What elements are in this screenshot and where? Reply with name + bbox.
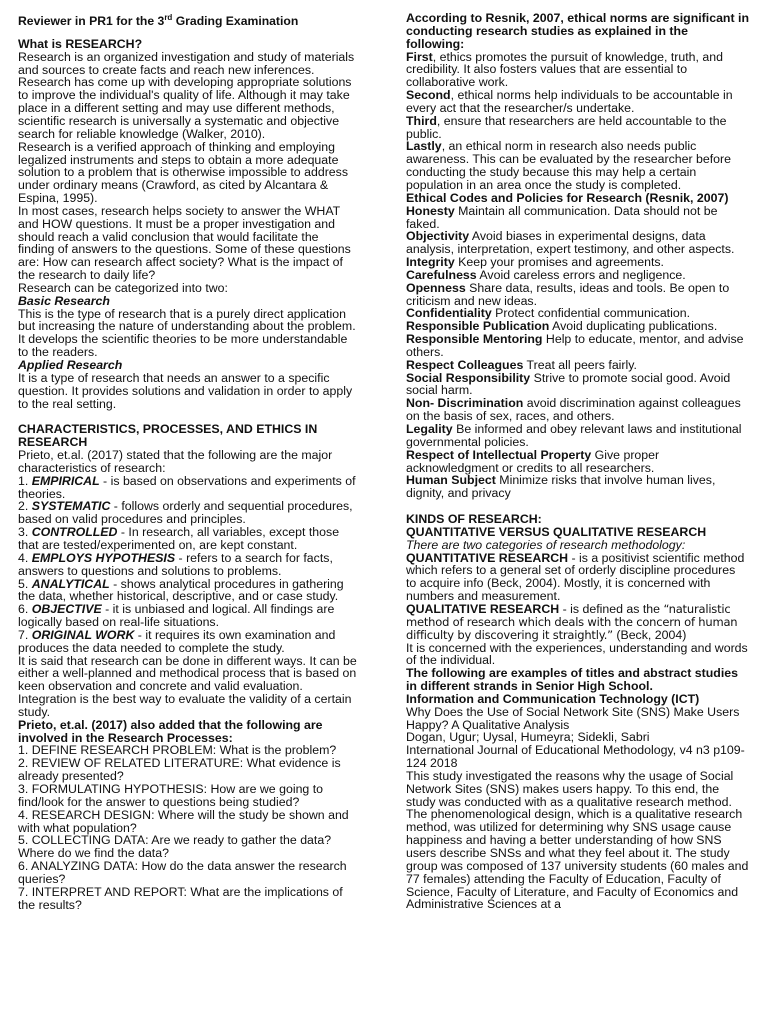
intro-paragraph-4: Research can be categorized into two: xyxy=(18,280,228,295)
ethical-norms-list xyxy=(406,51,749,192)
qualitative-definition: QUALITATIVE RESEARCH - is defined as the “naturalistic method of research which deals with the concern of human difficulty by discovering it straightly.” (Beck, 2004) xyxy=(406,601,738,642)
list-item: 6. OBJECTIVE - it is unbiased and logical. All findings are logically based on real-life situations. xyxy=(18,602,335,630)
qualitative-more: It is concerned with the experiences, understanding and words of the individual. xyxy=(406,640,748,668)
list-item: Respect Colleagues Treat all peers fairly. xyxy=(406,357,637,372)
list-item: Lastly, an ethical norm in research also needs public awareness. This can be evaluated by the researcher before conducting the study because this may help a certain population in an area once the study is completed. xyxy=(406,139,732,192)
kinds-heading: KINDS OF RESEARCH: xyxy=(406,512,542,527)
list-item: 4. EMPLOYS HYPOTHESIS - refers to a search for facts, answers to questions and solutions to problems. xyxy=(18,550,333,578)
list-item: 7. ORIGINAL WORK - it requires its own examination and produces the data needed to complete the study. xyxy=(18,627,336,655)
list-item: Non- Discrimination avoid discrimination against colleagues on the basis of sex, races, and others. xyxy=(406,396,741,424)
ict-study-abstract: This study investigated the reasons why the usage of Social Network Sites (SNS) makes users happy. To this end, the study was conducted with as a qualitative research method. The phenomenological design, which is a qualitative research method, was utilized for determining why SNS usage cause happiness and having a better understanding of how SNS users describe SNSs and what they feel about it. The study group was composed of 137 university students (60 males and 77 females) attending the Faculty of Education, Faculty of Science, Faculty of Literature, and Faculty of Economics and Administrative Sciences at a xyxy=(406,768,749,912)
quant-vs-qual-heading: QUANTITATIVE VERSUS QUALITATIVE RESEARCH xyxy=(406,524,707,539)
examples-heading: The following are examples of titles and abstract studies in different strands in Senior High School. xyxy=(406,666,738,694)
applied-research-heading: Applied Research xyxy=(18,358,123,372)
ethical-codes-heading: Ethical Codes and Policies for Research (Resnik, 2007) xyxy=(406,190,729,205)
ethical-codes-list xyxy=(406,205,749,500)
list-item: 5. COLLECTING DATA: Are we ready to gather the data? Where do we find the data? xyxy=(18,833,332,861)
left-column xyxy=(18,12,358,911)
list-item: Confidentiality Protect confidential communication. xyxy=(406,306,691,321)
applied-research-text: It is a type of research that needs an answer to a specific question. It provides solutions and validation in order to apply to the real setting. xyxy=(18,370,353,411)
list-item: 3. CONTROLLED - In research, all variables, except those that are tested/experimented on, are kept constant. xyxy=(18,525,340,552)
list-item: Respect of Intellectual Property Give proper acknowledgment or credits to all researchers. xyxy=(406,447,660,475)
what-is-research-heading: What is RESEARCH? xyxy=(18,36,143,51)
characteristics-list xyxy=(18,475,358,655)
resnik-heading: According to Resnik, 2007, ethical norms are significant in conducting research studies as explained in the following: xyxy=(406,11,749,51)
list-item: Objectivity Avoid biases in experimental designs, data analysis, interpretation, expert testimony, and other aspects. xyxy=(406,229,735,257)
ict-study-journal: International Journal of Educational Methodology, v4 n3 p109-124 2018 xyxy=(406,743,745,771)
right-column xyxy=(406,12,749,911)
list-item: Responsible Mentoring Help to educate, mentor, and advise others. xyxy=(406,332,744,359)
characteristics-closing: It is said that research can be done in different ways. It can be either a well-planned and methodical process that is based on keen observation and concrete and valid evaluation. Integration is the best way to evaluate the validity of a certain study. xyxy=(18,653,357,719)
ict-heading: Information and Communication Technology (ICT) xyxy=(406,691,700,706)
document-title: Reviewer in PR1 for the 3rd Grading Examination xyxy=(18,13,299,29)
list-item: Second, ethical norms help individuals to be accountable in every act that the researcher/s undertake. xyxy=(406,88,733,115)
list-item: 2. REVIEW OF RELATED LITERATURE: What evidence is already presented? xyxy=(18,756,341,784)
basic-research-heading: Basic Research xyxy=(18,293,110,308)
list-item: 2. SYSTEMATIC - follows orderly and sequential procedures, based on valid procedures and principles. xyxy=(18,499,353,527)
intro-paragraph-3: In most cases, research helps society to answer the WHAT and HOW questions. It must be a proper investigation and should reach a valid conclusion that would facilitate the finding of answers to the questions. Some of these questions are: How can research affect society? What is the impact of the research to daily life? xyxy=(18,203,351,283)
basic-research-text: This is the type of research that is a purely direct application but increasing the nature of understanding about the problem. It develops the scientific theories to be more understandable to the readers. xyxy=(18,306,356,360)
characteristics-heading: CHARACTERISTICS, PROCESSES, AND ETHICS IN RESEARCH xyxy=(18,422,318,450)
two-categories-text: There are two categories of research methodology: xyxy=(406,537,686,552)
list-item: Openness Share data, results, ideas and tools. Be open to criticism and new ideas. xyxy=(406,280,730,308)
list-item: First, ethics promotes the pursuit of knowledge, truth, and credibility. It also fosters values that are essential to collaborative work. xyxy=(406,49,723,90)
list-item: Carefulness Avoid careless errors and negligence. xyxy=(406,267,686,282)
characteristics-intro: Prieto, et.al. (2017) stated that the following are the major characteristics of research: xyxy=(18,448,333,475)
processes-list xyxy=(18,744,358,911)
list-item: 1. DEFINE RESEARCH PROBLEM: What is the problem? xyxy=(18,743,337,758)
list-item: Human Subject Minimize risks that involve human lives, dignity, and privacy xyxy=(406,473,716,501)
list-item: 7. INTERPRET AND REPORT: What are the implications of the results? xyxy=(18,884,343,912)
quantitative-definition: QUANTITATIVE RESEARCH - is a positivist scientific method which refers to a general set of orderly discipline procedures to acquire info (Beck, 2004). Mostly, it is concerned with numbers and measurement. xyxy=(406,550,745,604)
list-item: 5. ANALYTICAL - shows analytical procedures in gathering the data, whether historical, descriptive, and or case study. xyxy=(18,576,344,604)
ict-study-title: Why Does the Use of Social Network Site (SNS) Make Users Happy? A Qualitative Analysis xyxy=(406,704,740,732)
list-item: 1. EMPIRICAL - is based on observations and experiments of theories. xyxy=(18,473,356,501)
list-item: Responsible Publication Avoid duplicating publications. xyxy=(406,319,718,334)
list-item: Third, ensure that researchers are held accountable to the public. xyxy=(406,113,727,141)
list-item: Integrity Keep your promises and agreements. xyxy=(406,255,664,270)
list-item: Legality Be informed and obey relevant laws and institutional governmental policies. xyxy=(406,422,742,449)
list-item: 4. RESEARCH DESIGN: Where will the study be shown and with what population? xyxy=(18,807,349,835)
intro-paragraph-2: Research is a verified approach of thinking and employing legalized instruments and steps to obtain a more adequate solution to a problem that is otherwise impossible to address under ordinary means (Crawford, as cited by Alcantara & Espina, 1995). xyxy=(18,139,349,206)
list-item: Social Responsibility Strive to promote social good. Avoid social harm. xyxy=(406,370,731,398)
list-item: 6. ANALYZING DATA: How do the data answer the research queries? xyxy=(18,859,347,886)
list-item: 3. FORMULATING HYPOTHESIS: How are we going to find/look for the answer to questions being studied? xyxy=(18,782,324,809)
list-item: Honesty Maintain all communication. Data should not be faked. xyxy=(406,203,718,231)
ict-study-authors: Dogan, Ugur; Uysal, Humeyra; Sidekli, Sabri xyxy=(406,730,650,745)
intro-paragraph-1: Research is an organized investigation and study of materials and sources to create facts and reach new inferences. Research has come up with developing appropriate solutions to improve the individual's quality of life. Although it may take place in a different setting and may use different methods, scientific research is universally a systematic and objective search for reliable knowledge (Walker, 2010). xyxy=(18,49,355,141)
processes-heading: Prieto, et.al. (2017) also added that the following are involved in the Research Processes: xyxy=(18,717,323,745)
